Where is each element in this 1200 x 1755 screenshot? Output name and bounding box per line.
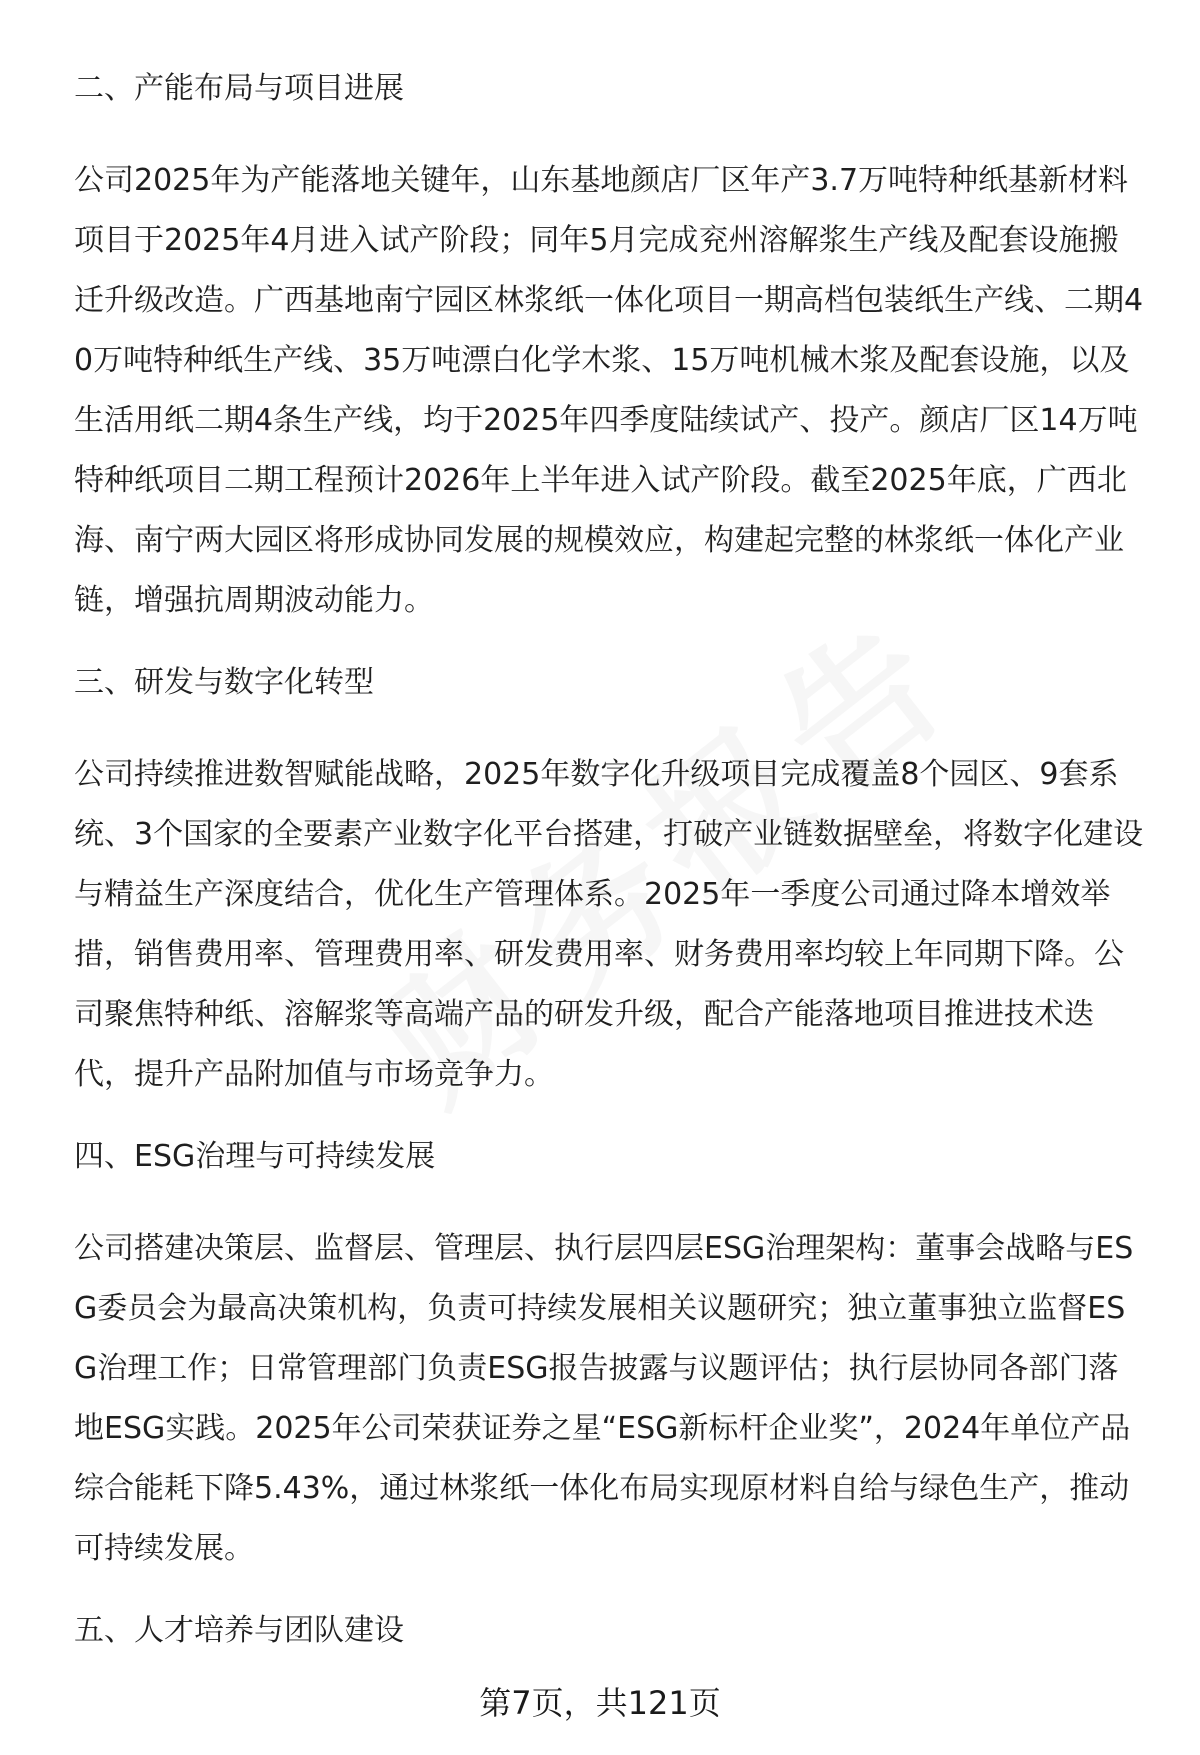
section-heading-rnd: 三、研发与数字化转型 (74, 665, 374, 700)
section-paragraph-rnd: 公司持续推进数智赋能战略，2025年数字化升级项目完成覆盖8个园区、9套系统、3个国家的全要素产业数字化平台搭建，打破产业链数据壁垒，将数字化建设与精益生产深度结合，优化生产管理体系。2025年一季度公司通过降本增效举措，销售费用率、管理费用率、研发费用率、财务费用率均较上年同期下降。公司聚焦特种纸、溶解浆等高端产品的研发升级，配合产能落地项目推进技术迭代，提升产品附加值与市场竞争力。 (74, 757, 1144, 1092)
section-heading-capacity: 二、产能布局与项目进展 (74, 71, 404, 106)
page-indicator: 第7页，共121页 (479, 1684, 721, 1722)
section-paragraph-capacity: 公司2025年为产能落地关键年，山东基地颜店厂区年产3.7万吨特种纸基新材料项目于2025年4月进入试产阶段；同年5月完成兖州溶解浆生产线及配套设施搬迁升级改造。广西基地南宁园区林浆纸一体化项目一期高档包装纸生产线、二期40万吨特种纸生产线、35万吨漂白化学木浆、15万吨机械木浆及配套设施，以及生活用纸二期4条生产线，均于2025年四季度陆续试产、投产。颜店厂区14万吨特种纸项目二期工程预计2026年上半年进入试产阶段。截至2025年底，广西北海、南宁两大园区将形成协同发展的规模效应，构建起完整的林浆纸一体化产业链，增强抗周期波动能力。 (74, 163, 1144, 618)
document-body (74, 68, 1144, 1652)
section-heading-talent: 五、人才培养与团队建设 (74, 1613, 404, 1648)
section-paragraph-esg: 公司搭建决策层、监督层、管理层、执行层四层ESG治理架构：董事会战略与ESG委员会为最高决策机构，负责可持续发展相关议题研究；独立董事独立监督ESG治理工作；日常管理部门负责ESG报告披露与议题评估；执行层协同各部门落地ESG实践。2025年公司荣获证券之星“ESG新标杆企业奖”，2024年单位产品综合能耗下降5.43%，通过林浆纸一体化布局实现原材料自给与绿色生产，推动可持续发展。 (74, 1231, 1134, 1566)
section-heading-esg: 四、ESG治理与可持续发展 (74, 1139, 436, 1174)
